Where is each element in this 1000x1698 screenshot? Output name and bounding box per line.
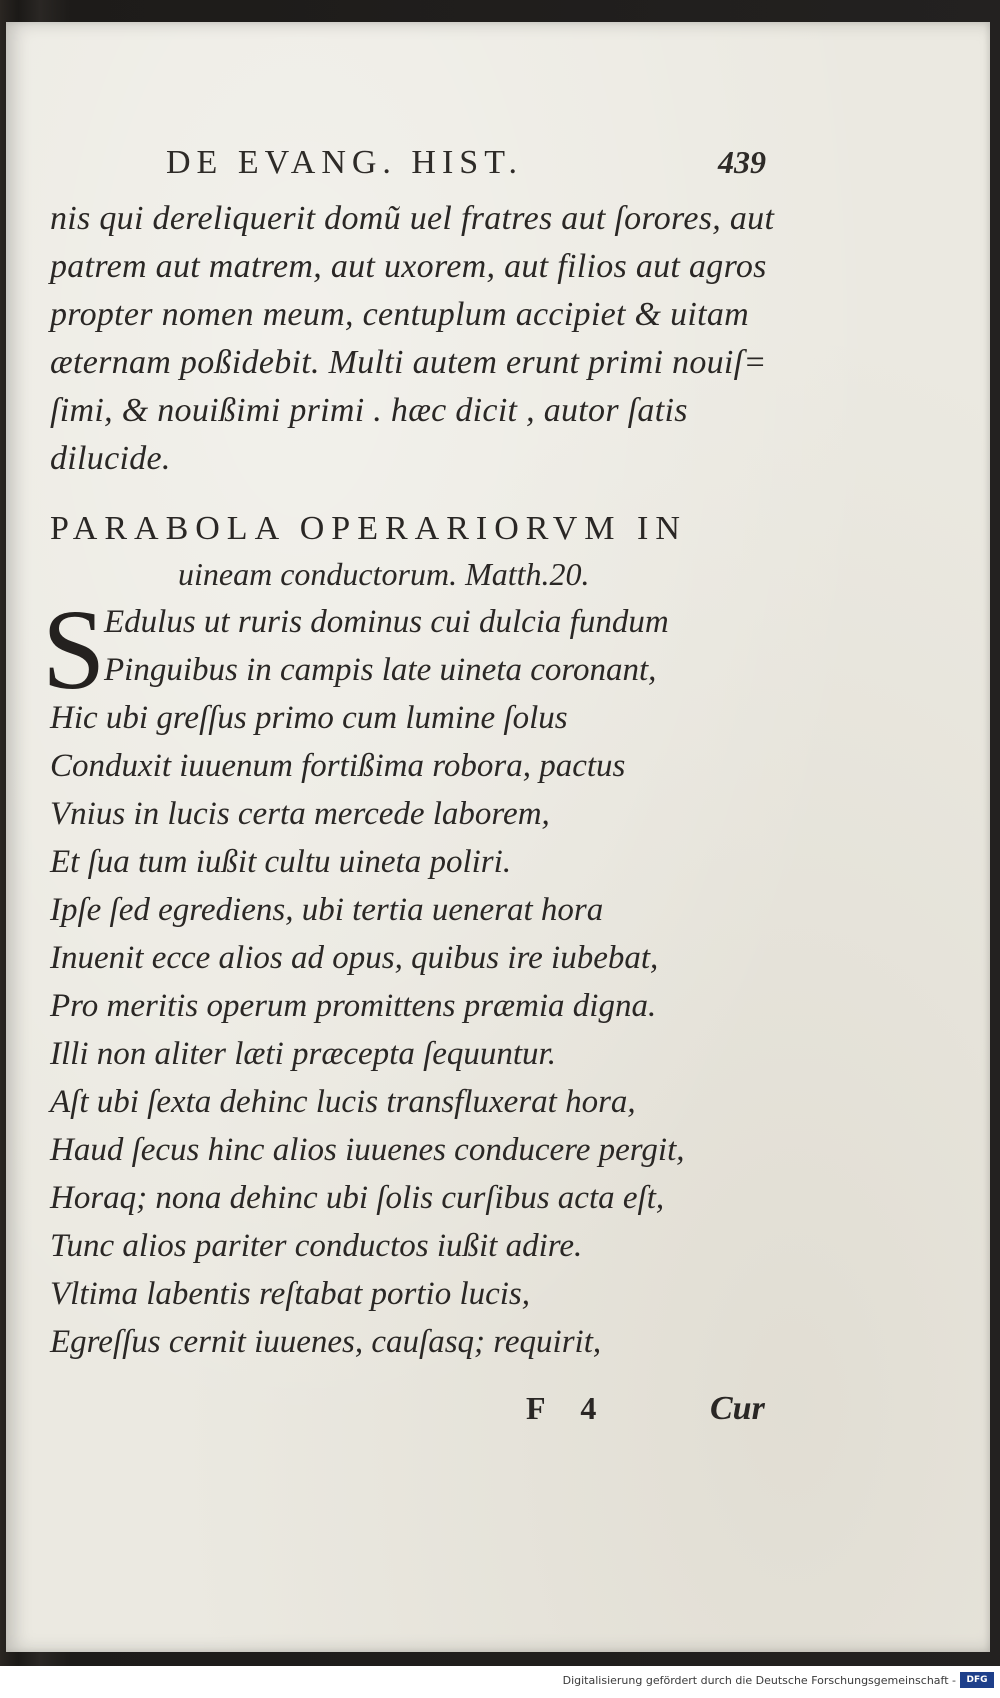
prose-line: dilucide. — [50, 440, 171, 477]
prose-line: æternam poßidebit. Multi autem erunt primi nouiſ= — [50, 344, 767, 381]
page-header — [166, 144, 766, 204]
running-head: DE EVANG. HIST. — [166, 144, 523, 181]
poem-line: Inuenit ecce alios ad opus, quibus ire iubebat, — [50, 940, 659, 976]
poem-line: Illi non aliter læti præcepta ſequuntur. — [50, 1036, 556, 1072]
poem-line: Vnius in lucis certa mercede laborem, — [50, 796, 550, 832]
attribution-bar — [0, 1666, 1000, 1698]
catchword: Cur — [710, 1390, 765, 1427]
poem-line: Aſt ubi ſexta dehinc lucis transfluxerat hora, — [50, 1084, 636, 1120]
dfg-logo-icon: DFG — [960, 1672, 994, 1688]
signature-mark: F 4 — [526, 1390, 611, 1426]
attribution-text: Digitalisierung gefördert durch die Deutsche Forschungsgemeinschaft - — [562, 1674, 956, 1687]
book-page — [6, 22, 990, 1652]
poem-line: Tunc alios pariter conductos iußit adire. — [50, 1228, 583, 1264]
poem-line: Vltima labentis reſtabat portio lucis, — [50, 1276, 531, 1312]
poem-line: Horaq; nona dehinc ubi ſolis curſibus acta eſt, — [50, 1180, 665, 1216]
poem-line: Conduxit iuuenum fortißima robora, pactus — [50, 748, 626, 784]
prose-line: nis qui dereliquerit domũ uel fratres aut ſorores, aut — [50, 200, 775, 237]
poem-line: Edulus ut ruris dominus cui dulcia fundum — [104, 604, 669, 640]
prose-line: propter nomen meum, centuplum accipiet & uitam — [50, 296, 750, 333]
prose-line: patrem aut matrem, aut uxorem, aut filios aut agros — [50, 248, 767, 285]
drop-cap: S — [42, 586, 106, 713]
poem-line: Pro meritis operum promittens præmia digna. — [50, 988, 657, 1024]
poem-line: Ipſe ſed egrediens, ubi tertia uenerat hora — [50, 892, 604, 928]
poem-line: Hic ubi greſſus primo cum lumine ſolus — [50, 700, 568, 736]
section-heading: PARABOLA OPERARIORVM IN — [50, 510, 687, 547]
page-number: 439 — [718, 144, 766, 180]
section-subheading: uineam conductorum. Matth.20. — [178, 556, 590, 592]
poem-line: Et ſua tum iußit cultu uineta poliri. — [50, 844, 512, 880]
poem-line: Haud ſecus hinc alios iuuenes conducere pergit, — [50, 1132, 685, 1168]
prose-line: ſimi, & nouißimi primi . hæc dicit , autor ſatis — [50, 392, 688, 429]
poem-line: Pinguibus in campis late uineta coronant, — [104, 652, 657, 688]
poem-line: Egreſſus cernit iuuenes, cauſasq; requirit, — [50, 1324, 602, 1360]
